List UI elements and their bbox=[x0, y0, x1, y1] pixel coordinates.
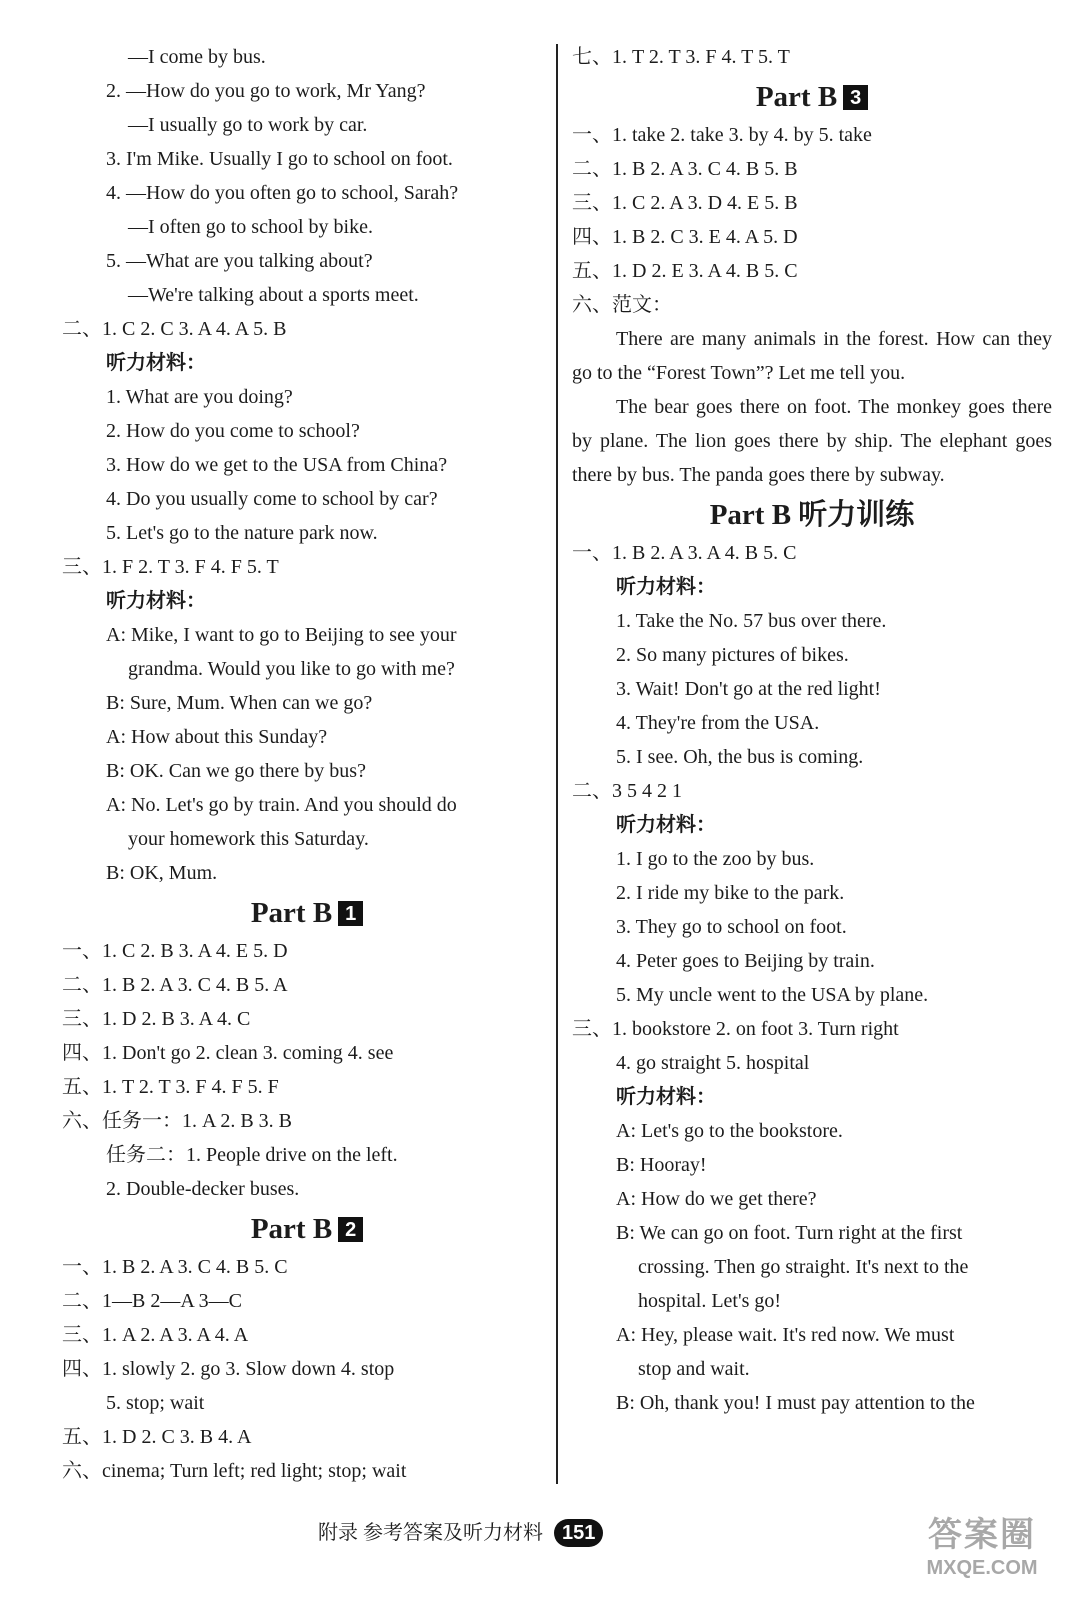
watermark-title: 答案圈 bbox=[928, 1516, 1036, 1554]
text-line: B: Oh, thank you! I must pay attention to the bbox=[616, 1392, 975, 1414]
text-line: 听力材料： bbox=[616, 814, 716, 836]
text-line: 听力材料： bbox=[616, 1086, 716, 1108]
text-line: —I usually go to work by car. bbox=[128, 114, 368, 136]
text-line: A: How do we get there? bbox=[616, 1188, 817, 1210]
section-heading-text: Part B bbox=[250, 897, 333, 929]
section-heading-text: Part B bbox=[250, 1213, 333, 1245]
text-line: your homework this Saturday. bbox=[128, 828, 369, 850]
text-line: A: Let's go to the bookstore. bbox=[616, 1120, 843, 1142]
text-line: 3. They go to school on foot. bbox=[616, 916, 847, 938]
text-line: 4. Do you usually come to school by car? bbox=[106, 488, 438, 510]
text-line: 听力材料： bbox=[106, 590, 206, 612]
text-line: crossing. Then go straight. It's next to the bbox=[638, 1256, 969, 1278]
text-line: 5. stop; wait bbox=[106, 1392, 205, 1414]
page-number: 151 bbox=[554, 1519, 603, 1547]
section-heading bbox=[572, 74, 1052, 118]
answer-line: 六、范文： bbox=[572, 294, 672, 316]
answer-line: 一、1. B 2. A 3. C 4. B 5. C bbox=[62, 1256, 288, 1278]
text-line: B: We can go on foot. Turn right at the first bbox=[616, 1222, 963, 1244]
text-line: —I often go to school by bike. bbox=[128, 216, 373, 238]
essay-paragraph: The bear goes there on foot. The monkey goes there by plane. The lion goes there by ship. The elephant goes there by bus. The panda goes there by subway. bbox=[572, 396, 1052, 486]
answer-line: 二、1. B 2. A 3. C 4. B 5. A bbox=[62, 974, 288, 996]
answer-line: 五、1. D 2. E 3. A 4. B 5. C bbox=[572, 260, 798, 282]
text-line: 4. go straight 5. hospital bbox=[616, 1052, 810, 1074]
text-line: 4. Peter goes to Beijing by train. bbox=[616, 950, 875, 972]
section-heading-text: Part B bbox=[755, 81, 838, 113]
text-line: B: OK. Can we go there by bus? bbox=[106, 760, 366, 782]
column-divider bbox=[556, 44, 558, 1484]
text-line: 2. Double-decker buses. bbox=[106, 1178, 300, 1200]
text-line: 4. They're from the USA. bbox=[616, 712, 820, 734]
text-line: B: OK, Mum. bbox=[106, 862, 218, 884]
right-column bbox=[572, 40, 1052, 1420]
text-line: 5. I see. Oh, the bus is coming. bbox=[616, 746, 864, 768]
section-heading-text: Part B 听力训练 bbox=[709, 499, 915, 531]
answer-line: 四、1. slowly 2. go 3. Slow down 4. stop bbox=[62, 1358, 395, 1380]
answer-line: 三、1. bookstore 2. on foot 3. Turn right bbox=[572, 1018, 899, 1040]
text-line: B: Hooray! bbox=[616, 1154, 707, 1176]
text-line: 5. Let's go to the nature park now. bbox=[106, 522, 378, 544]
text-line: 2. So many pictures of bikes. bbox=[616, 644, 849, 666]
answer-line: 四、1. B 2. C 3. E 4. A 5. D bbox=[572, 226, 798, 248]
answer-line: 五、1. T 2. T 3. F 4. F 5. F bbox=[62, 1076, 279, 1098]
watermark-logo bbox=[907, 1515, 1057, 1587]
text-line: 2. How do you come to school? bbox=[106, 420, 360, 442]
text-line: 5. —What are you talking about? bbox=[106, 250, 373, 272]
text-line: A: Hey, please wait. It's red now. We must bbox=[616, 1324, 955, 1346]
text-line: 任务二：1. People drive on the left. bbox=[106, 1144, 398, 1166]
section-number-badge: 2 bbox=[338, 1217, 363, 1242]
text-line: 1. I go to the zoo by bus. bbox=[616, 848, 815, 870]
answer-line: 一、1. C 2. B 3. A 4. E 5. D bbox=[62, 940, 288, 962]
text-line: 4. —How do you often go to school, Sarah? bbox=[106, 182, 459, 204]
text-line: 1. What are you doing? bbox=[106, 386, 293, 408]
left-column bbox=[62, 40, 552, 1488]
answer-line: 六、任务一：1. A 2. B 3. B bbox=[62, 1110, 293, 1132]
text-line: grandma. Would you like to go with me? bbox=[128, 658, 455, 680]
text-line: 听力材料： bbox=[106, 352, 206, 374]
watermark-url: MXQE.COM bbox=[926, 1557, 1038, 1579]
answer-line: 五、1. D 2. C 3. B 4. A bbox=[62, 1426, 252, 1448]
answer-line: 一、1. take 2. take 3. by 4. by 5. take bbox=[572, 124, 872, 146]
answer-line: 一、1. B 2. A 3. A 4. B 5. C bbox=[572, 542, 797, 564]
text-line: A: How about this Sunday? bbox=[106, 726, 328, 748]
text-line: B: Sure, Mum. When can we go? bbox=[106, 692, 373, 714]
answer-line: 三、1. A 2. A 3. A 4. A bbox=[62, 1324, 249, 1346]
answer-line: 二、1. C 2. C 3. A 4. A 5. B bbox=[62, 318, 287, 340]
text-line: —I come by bus. bbox=[128, 46, 266, 68]
text-line: 5. My uncle went to the USA by plane. bbox=[616, 984, 929, 1006]
section-heading bbox=[572, 492, 1052, 536]
text-line: 听力材料： bbox=[616, 576, 716, 598]
text-line: stop and wait. bbox=[638, 1358, 750, 1380]
text-line: hospital. Let's go! bbox=[638, 1290, 782, 1312]
text-line: 3. How do we get to the USA from China? bbox=[106, 454, 448, 476]
section-number-badge: 1 bbox=[338, 901, 363, 926]
section-number-badge: 3 bbox=[843, 85, 868, 110]
text-line: 2. I ride my bike to the park. bbox=[616, 882, 845, 904]
answer-line: 四、1. Don't go 2. clean 3. coming 4. see bbox=[62, 1042, 394, 1064]
text-line: 3. I'm Mike. Usually I go to school on foot. bbox=[106, 148, 453, 170]
section-heading bbox=[62, 1206, 552, 1250]
answer-line: 三、1. F 2. T 3. F 4. F 5. T bbox=[62, 556, 279, 578]
answer-line: 六、cinema; Turn left; red light; stop; wait bbox=[62, 1460, 407, 1482]
page-footer bbox=[318, 1516, 603, 1547]
text-line: A: No. Let's go by train. And you should do bbox=[106, 794, 457, 816]
text-line: 2. —How do you go to work, Mr Yang? bbox=[106, 80, 426, 102]
section-heading bbox=[62, 890, 552, 934]
answer-line: 三、1. D 2. B 3. A 4. C bbox=[62, 1008, 251, 1030]
footer-label: 附录 参考答案及听力材料 bbox=[318, 1522, 543, 1544]
text-line: A: Mike, I want to go to Beijing to see your bbox=[106, 624, 457, 646]
answer-line: 二、3 5 4 2 1 bbox=[572, 780, 682, 802]
answer-line: 三、1. C 2. A 3. D 4. E 5. B bbox=[572, 192, 798, 214]
text-line: 3. Wait! Don't go at the red light! bbox=[616, 678, 881, 700]
text-line: 1. Take the No. 57 bus over there. bbox=[616, 610, 887, 632]
essay-paragraph: There are many animals in the forest. How can they go to the “Forest Town”? Let me tell you. bbox=[572, 328, 1052, 384]
answer-line: 二、1—B 2—A 3—C bbox=[62, 1290, 243, 1312]
answer-line: 二、1. B 2. A 3. C 4. B 5. B bbox=[572, 158, 798, 180]
answer-line: 七、1. T 2. T 3. F 4. T 5. T bbox=[572, 46, 790, 68]
text-line: —We're talking about a sports meet. bbox=[128, 284, 419, 306]
